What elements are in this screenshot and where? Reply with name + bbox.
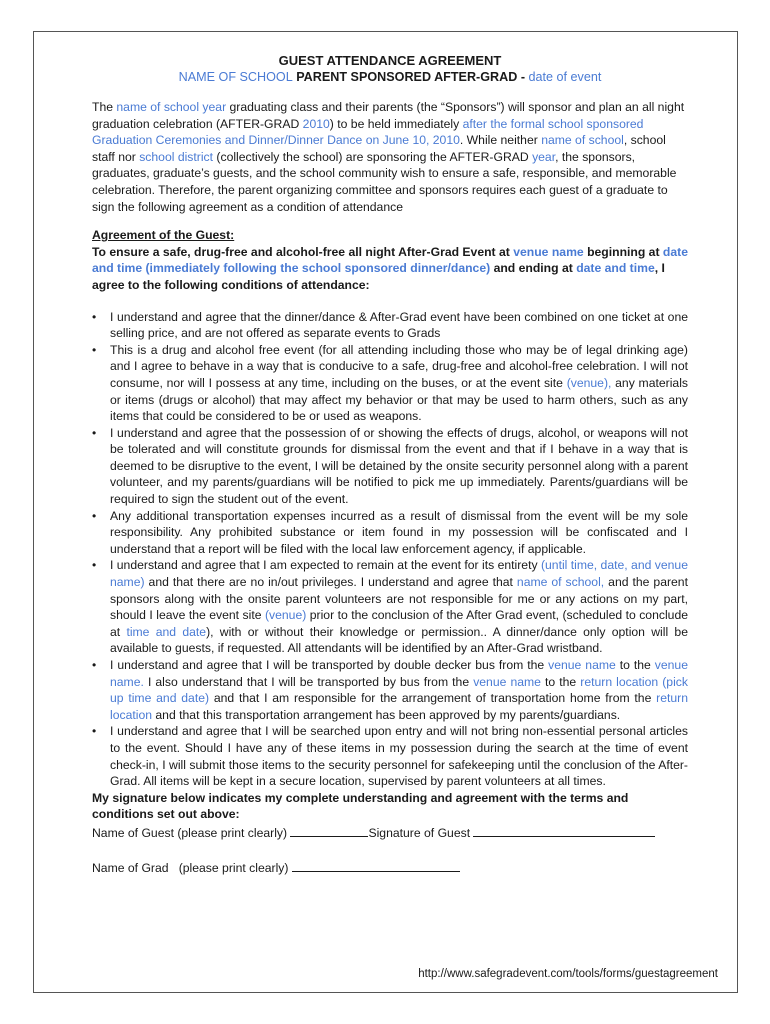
body-text: to the	[615, 658, 655, 672]
term-item	[92, 425, 688, 508]
guest-name-label: Name of Guest (please print clearly)	[92, 825, 288, 840]
term-item	[92, 657, 688, 723]
document-title: GUEST ATTENDANCE AGREEMENT	[278, 53, 502, 68]
placeholder-text: 2010	[302, 116, 330, 131]
body-text: ) to be held immediately	[329, 116, 463, 131]
agreement-lead	[92, 244, 688, 294]
body-text: and that I am responsible for the arrangement of transportation home from the	[209, 691, 657, 706]
guest-signature-row	[92, 824, 688, 842]
body-text: any materials or items (drugs or alcohol) that may affect my behavior or that may be used to harm others, such as any items that could be considered to be or used as weapons.	[110, 375, 688, 424]
body-text: To ensure a safe, drug-free and alcohol-free all night After-Grad Event at	[92, 244, 514, 259]
placeholder-text: venue name	[548, 658, 616, 672]
body-text: beginning at	[583, 244, 663, 259]
body-text: I understand and agree that the dinner/dance & After-Grad event have been combined on one ticket at one selling price, and are not offered as separate events to Grads	[110, 309, 688, 341]
body-text: and that this transportation arrangement has been approved by my parents/guardians.	[152, 707, 621, 722]
body-text: I also understand that I will be transported by bus from the	[143, 674, 474, 689]
body-text: (collectively the school) are sponsoring the AFTER-GRAD	[213, 149, 533, 164]
placeholder-text: after the formal school sponsored Graduation Ceremonies and Dinner/Dinner Dance on June 10, 2010	[92, 116, 644, 148]
placeholder-text: name of school,	[516, 575, 605, 590]
placeholder-text: school district	[139, 149, 214, 164]
body-text: and ending at	[490, 261, 577, 276]
body-text: . While neither	[459, 133, 542, 148]
body-text: I understand and agree that I will be searched upon entry and will not bring non-essential personal articles to the event. Should I have any of these items in my possession during the search at the time of event check-in, I will submit those items to the security personnel for safekeeping until the conclusion of the After-Grad. All items will be kept in a secure location, supervised by parent volunteers at all times.	[110, 724, 688, 789]
document-subtitle	[92, 69, 688, 86]
term-item	[92, 309, 688, 342]
body-text: Any additional transportation expenses incurred as a result of dismissal from the event will be my sole responsibility. Any prohibited substance or item found in my possession will be confiscated and I understand that a report will be filed with the local law enforcement agency, if applicable.	[110, 508, 688, 556]
placeholder-text: name of school year	[116, 100, 227, 114]
placeholder-text: date and time (immediately following the school sponsored dinner/dance)	[92, 244, 688, 276]
body-text: prior to the conclusion of the After Grad event, (scheduled to conclude at	[110, 608, 689, 639]
bullet-icon: •	[92, 309, 97, 324]
body-text: , I agree to the following conditions of attendance:	[92, 261, 665, 292]
placeholder-text: name of school	[541, 133, 624, 148]
terms-list	[92, 309, 688, 790]
placeholder-text: (venue)	[264, 608, 307, 623]
body-text: and the parent sponsors along with the onsite parent volunteers are not responsible for me or any actions on my part, should I leave the event site	[110, 575, 688, 623]
body-text: I understand and agree that I am expected to remain at the event for its entirety	[110, 558, 541, 573]
body-text: , the sponsors, graduates, graduate’s guests, and the school community wish to ensure a safe, responsible, and memorable celebration. Therefore, the parent organizing committee and sponsors requires each guest of a graduate to sign the following agreement as a condition of attendance	[92, 149, 677, 214]
grad-name-row	[92, 859, 688, 877]
term-item	[92, 557, 688, 657]
bullet-icon: •	[92, 558, 97, 573]
subtitle-text: PARENT SPONSORED AFTER-GRAD -	[292, 70, 529, 84]
placeholder-text: venue name.	[110, 658, 688, 689]
body-text: ), with or without their knowledge or permission.. A dinner/dance only option will be available to guests, if requested. All attendants will be identified by an After-Grad wristband.	[110, 624, 688, 656]
term-item	[92, 508, 688, 558]
body-text: and that there are no in/out privileges. I understand and agree that	[144, 575, 517, 590]
bullet-icon: •	[92, 508, 97, 523]
placeholder-text: date and time	[576, 261, 655, 276]
body-text: graduating class and their parents (the “Sponsors”) will sponsor and plan an all night graduation celebration (AFTER-GRAD	[92, 100, 685, 131]
body-text: I understand and agree that the possession of or showing the effects of drugs, alcohol, or weapons will not be tolerated and will constitute grounds for dismissal from the event and that if I behave in a way that is deemed to be disruptive to the event, I will be detained by the onsite security personnel along with a parent volunteer, and my parents/guardians will be notified to pick me up immediately. Parents/guardians will be required to sign the student out of the event.	[110, 425, 688, 507]
body-text: to the	[540, 674, 581, 689]
placeholder-text: time and date	[126, 624, 207, 639]
term-item	[92, 342, 688, 425]
grad-name-label: Name of Grad (please print clearly)	[92, 860, 289, 875]
intro-paragraph	[92, 99, 688, 215]
event-date-placeholder: date of event	[528, 70, 602, 84]
term-item	[92, 723, 688, 789]
placeholder-text: return location (pick up time and date)	[110, 674, 688, 706]
guest-signature-label: Signature of Guest	[368, 825, 471, 840]
placeholder-text: return location	[110, 691, 688, 722]
placeholder-text: (until time, date, and venue name)	[110, 558, 688, 590]
grad-name-field[interactable]	[292, 859, 460, 872]
placeholder-text: (venue),	[566, 375, 612, 390]
bullet-icon: •	[92, 724, 97, 739]
bullet-icon: •	[92, 342, 97, 357]
agreement-document	[92, 52, 688, 876]
agreement-heading: Agreement of the Guest:	[92, 228, 235, 243]
body-text: I understand and agree that I will be transported by double decker bus from the	[110, 658, 549, 672]
bullet-icon: •	[92, 425, 97, 440]
guest-signature-field[interactable]	[473, 824, 655, 837]
footer-url[interactable]: http://www.safegradevent.com/tools/forms/guestagreement	[418, 968, 718, 980]
placeholder-text: year	[532, 149, 556, 164]
bullet-icon: •	[92, 658, 97, 672]
signature-heading: My signature below indicates my complete understanding and agreement with the terms and conditions set out above:	[92, 790, 629, 822]
body-text: This is a drug and alcohol free event (for all attending including those who may be of legal drinking age) and I agree to behave in a way that is conducive to a safe, drug-free and alcohol-free celebration. I will not consume, nor will I possess at any time, including on the buses, or at the event site	[110, 342, 688, 390]
placeholder-text: venue name	[513, 244, 584, 259]
school-name-placeholder: NAME OF SCHOOL	[178, 70, 293, 84]
body-text: , school staff nor	[92, 133, 666, 164]
guest-name-field[interactable]	[290, 824, 368, 837]
placeholder-text: venue name	[473, 674, 541, 689]
body-text: The	[92, 100, 117, 114]
